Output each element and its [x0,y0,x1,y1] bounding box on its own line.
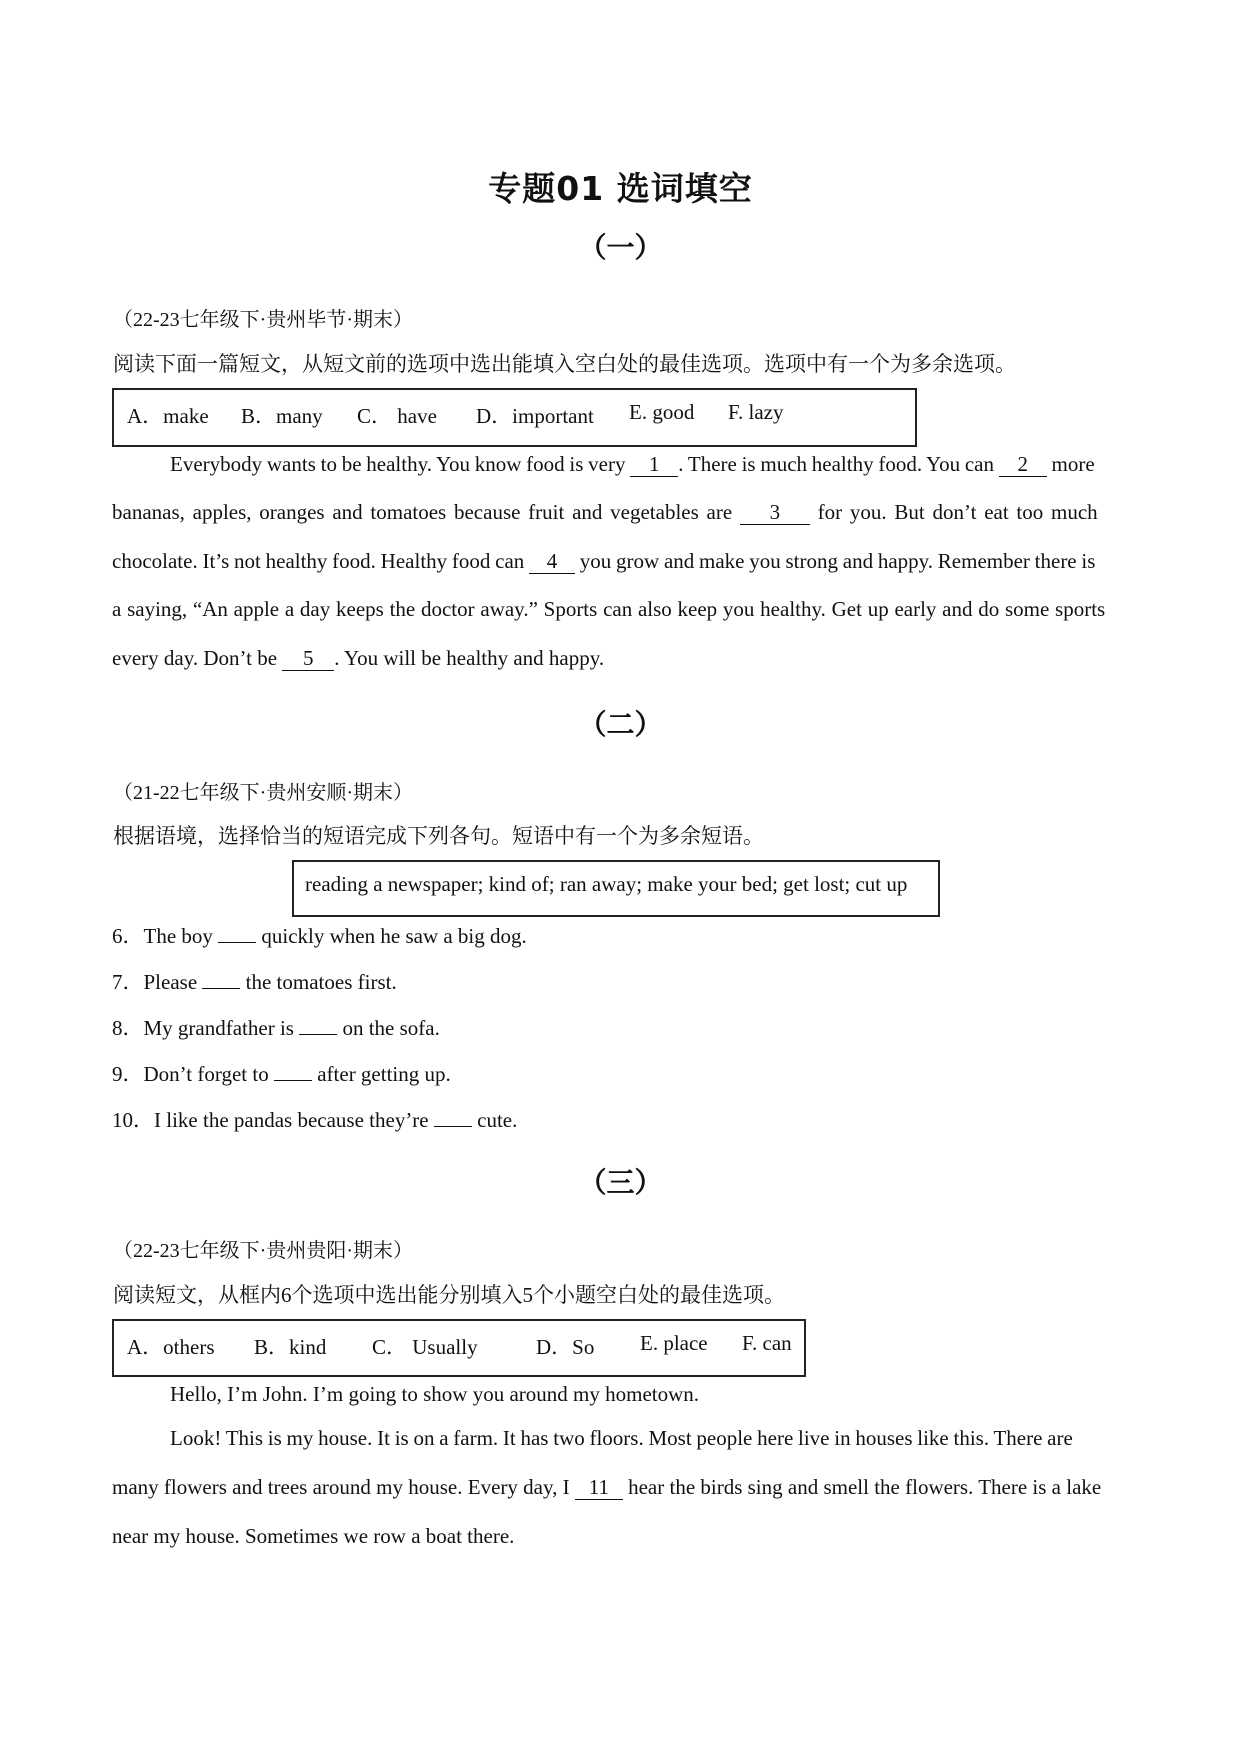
passage-line: chocolate. It’s not healthy food. Healthy food can 4 you grow and make you strong and happy. Remember there is [112,549,1096,573]
option-a: A．make [127,404,209,428]
question-6: 6．The boy quickly when he saw a big dog. [112,924,527,948]
question-7: 7．Please the tomatoes first. [112,970,397,994]
passage-line: bananas, apples, oranges and tomatoes because fruit and vegetables are 3 for you. But don’t eat too much [112,500,1098,524]
blank-11: 11 [575,1476,623,1500]
blank-1: 1 [630,453,678,477]
section-source-1: （22-23七年级下·贵州毕节·期末） [113,309,413,331]
option-a: A．others [127,1335,215,1359]
phrase-list: reading a newspaper; kind of; ran away; make your bed; get lost; cut up [305,872,908,896]
section-source-2: （21-22七年级下·贵州安顺·期末） [113,782,413,804]
question-9: 9．Don’t forget to after getting up. [112,1062,451,1086]
section-heading-2: （二） [578,708,663,741]
section-instruction-2: 根据语境，选择恰当的短语完成下列各句。短语中有一个为多余短语。 [113,824,764,848]
phrase-box [292,860,940,917]
section-heading-1: （一） [578,231,663,264]
option-b: B．kind [254,1335,327,1359]
section-source-3: （22-23七年级下·贵州贵阳·期末） [113,1240,413,1262]
section-instruction-1: 阅读下面一篇短文，从短文前的选项中选出能填入空白处的最佳选项。选项中有一个为多余选项。 [113,352,1016,376]
passage-line: near my house. Sometimes we row a boat there. [112,1524,515,1548]
question-8: 8．My grandfather is on the sofa. [112,1016,440,1040]
blank-10 [434,1126,472,1127]
option-e: E. good [629,400,695,424]
blank-3: 3 [740,501,810,525]
blank-2: 2 [999,453,1047,477]
option-b: B．many [241,404,323,428]
option-c: C． have [357,404,437,428]
document-title: 专题01 选词填空 [488,169,753,208]
blank-7 [202,988,240,989]
option-f: F. lazy [728,400,784,424]
option-f: F. can [742,1331,792,1355]
blank-4: 4 [529,550,575,574]
passage-line: a saying, “An apple a day keeps the doctor away.” Sports can also keep you healthy. Get up early and do some sports [112,597,1106,621]
passage-line: Look! This is my house. It is on a farm. It has two floors. Most people here live in houses like this. There are [170,1426,1073,1450]
option-c: C． Usually [372,1335,478,1359]
blank-5: 5 [282,647,334,671]
passage-line: Everybody wants to be healthy. You know food is very 1 . There is much healthy food. You can 2 more [170,452,1095,476]
passage-line: every day. Don’t be 5 . You will be healthy and happy. [112,646,605,670]
blank-6 [218,942,256,943]
options-box-1 [112,388,917,447]
option-d: D．So [536,1335,595,1359]
section-heading-3: （三） [578,1166,663,1199]
option-e: E. place [640,1331,708,1355]
passage-line: many flowers and trees around my house. Every day, I 11 hear the birds sing and smell the flowers. There is a lake [112,1475,1102,1499]
section-instruction-3: 阅读短文，从框内6个选项中选出能分别填入5个小题空白处的最佳选项。 [113,1283,785,1307]
option-d: D．important [476,404,594,428]
blank-8 [299,1034,337,1035]
question-10: 10．I like the pandas because they’re cute. [112,1108,518,1132]
blank-9 [274,1080,312,1081]
passage-line: Hello, I’m John. I’m going to show you around my hometown. [170,1382,700,1406]
options-box-3 [112,1319,806,1377]
